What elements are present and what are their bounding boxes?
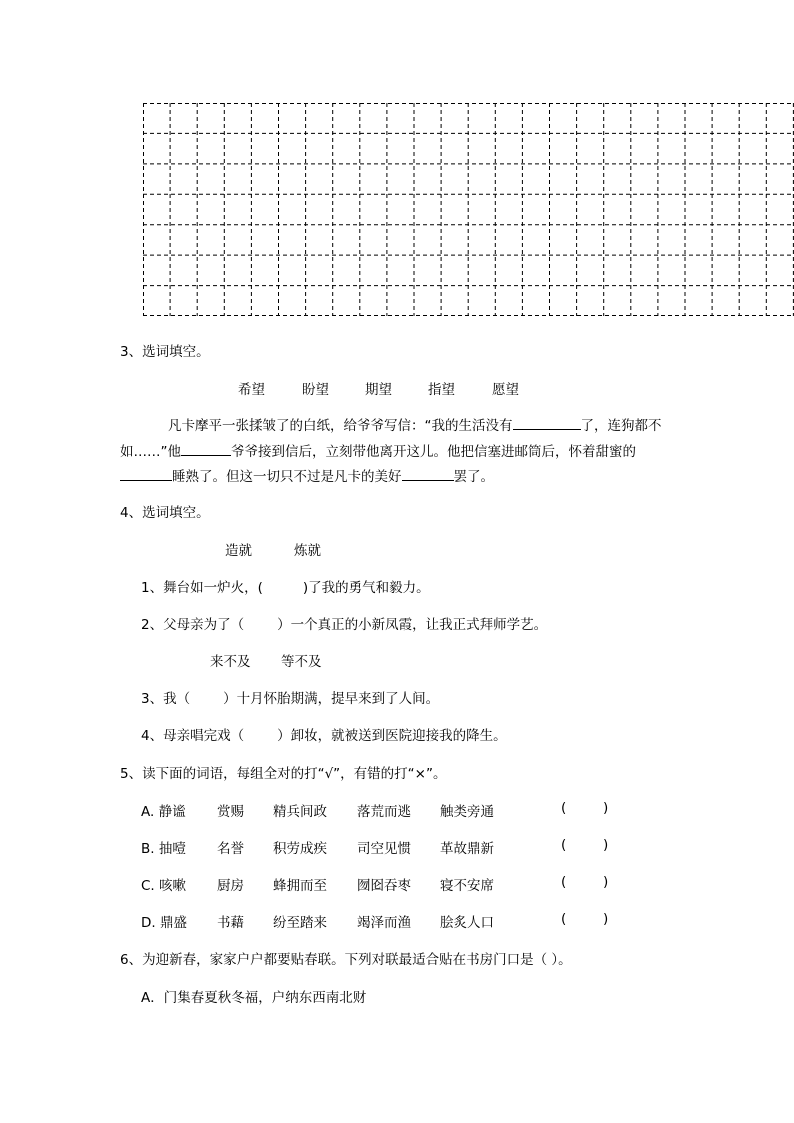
q6-title: 6、为迎新春，家家户户都要贴春联。下列对联最适合贴在书房门口是（ ）。 — [120, 952, 572, 968]
q4-sentence-1: 1、舞台如一炉火，( )了我的勇气和毅力。 — [141, 580, 430, 596]
q4-sentence-2: 2、父母亲为了（ ）一个真正的小新凤霞，让我正式拜师学艺。 — [141, 617, 548, 633]
q4-title: 4、选词填空。 — [120, 505, 210, 521]
answer-paren-open: ( — [561, 800, 567, 816]
q4-sentence-3: 3、我（ ）十月怀胎期满，提早来到了人间。 — [141, 691, 440, 707]
answer-paren-open: ( — [561, 874, 567, 890]
fill-blank[interactable] — [120, 466, 172, 481]
q6-option-a[interactable]: A．门集春夏秋冬福，户纳东西南北财 — [141, 990, 367, 1006]
answer-paren-close: ) — [603, 800, 609, 816]
answer-paren-open: ( — [561, 837, 567, 853]
answer-paren-close: ) — [603, 874, 609, 890]
fill-blank[interactable] — [402, 466, 454, 481]
q3-passage-line-1: 凡卡摩平一张揉皱了的白纸，给爷爷写信：“我的生活没有 了，连狗都不 — [168, 414, 794, 434]
word-option: 愿望 — [492, 382, 519, 398]
word-option: 指望 — [428, 382, 455, 398]
word-option: 炼就 — [294, 543, 321, 559]
answer-paren-open: ( — [561, 911, 567, 927]
q5-title: 5、读下面的词语，每组全对的打“√”，有错的打“×”。 — [120, 766, 447, 782]
word-option: 造就 — [225, 543, 252, 559]
word-option: 期望 — [365, 382, 392, 398]
q3-passage-line-2: 如……”他 爷爷接到信后，立刻带他离开这儿。他把信塞进邮筒后，怀着甜蜜的 — [120, 440, 794, 460]
answer-paren-close: ) — [603, 911, 609, 927]
answer-paren-close: ) — [603, 837, 609, 853]
writing-grid — [143, 103, 794, 316]
word-option: 等不及 — [281, 654, 322, 670]
fill-blank[interactable] — [181, 441, 231, 456]
word-option: 希望 — [238, 382, 265, 398]
q3-title: 3、选词填空。 — [120, 344, 210, 360]
q3-passage-line-3: 睡熟了。但这一切只不过是凡卡的美好 罢了。 — [120, 465, 794, 485]
word-option: 盼望 — [302, 382, 329, 398]
word-option: 来不及 — [210, 654, 251, 670]
q4-sentence-4: 4、母亲唱完戏（ ）卸妆，就被送到医院迎接我的降生。 — [141, 728, 507, 744]
fill-blank[interactable] — [513, 415, 581, 430]
